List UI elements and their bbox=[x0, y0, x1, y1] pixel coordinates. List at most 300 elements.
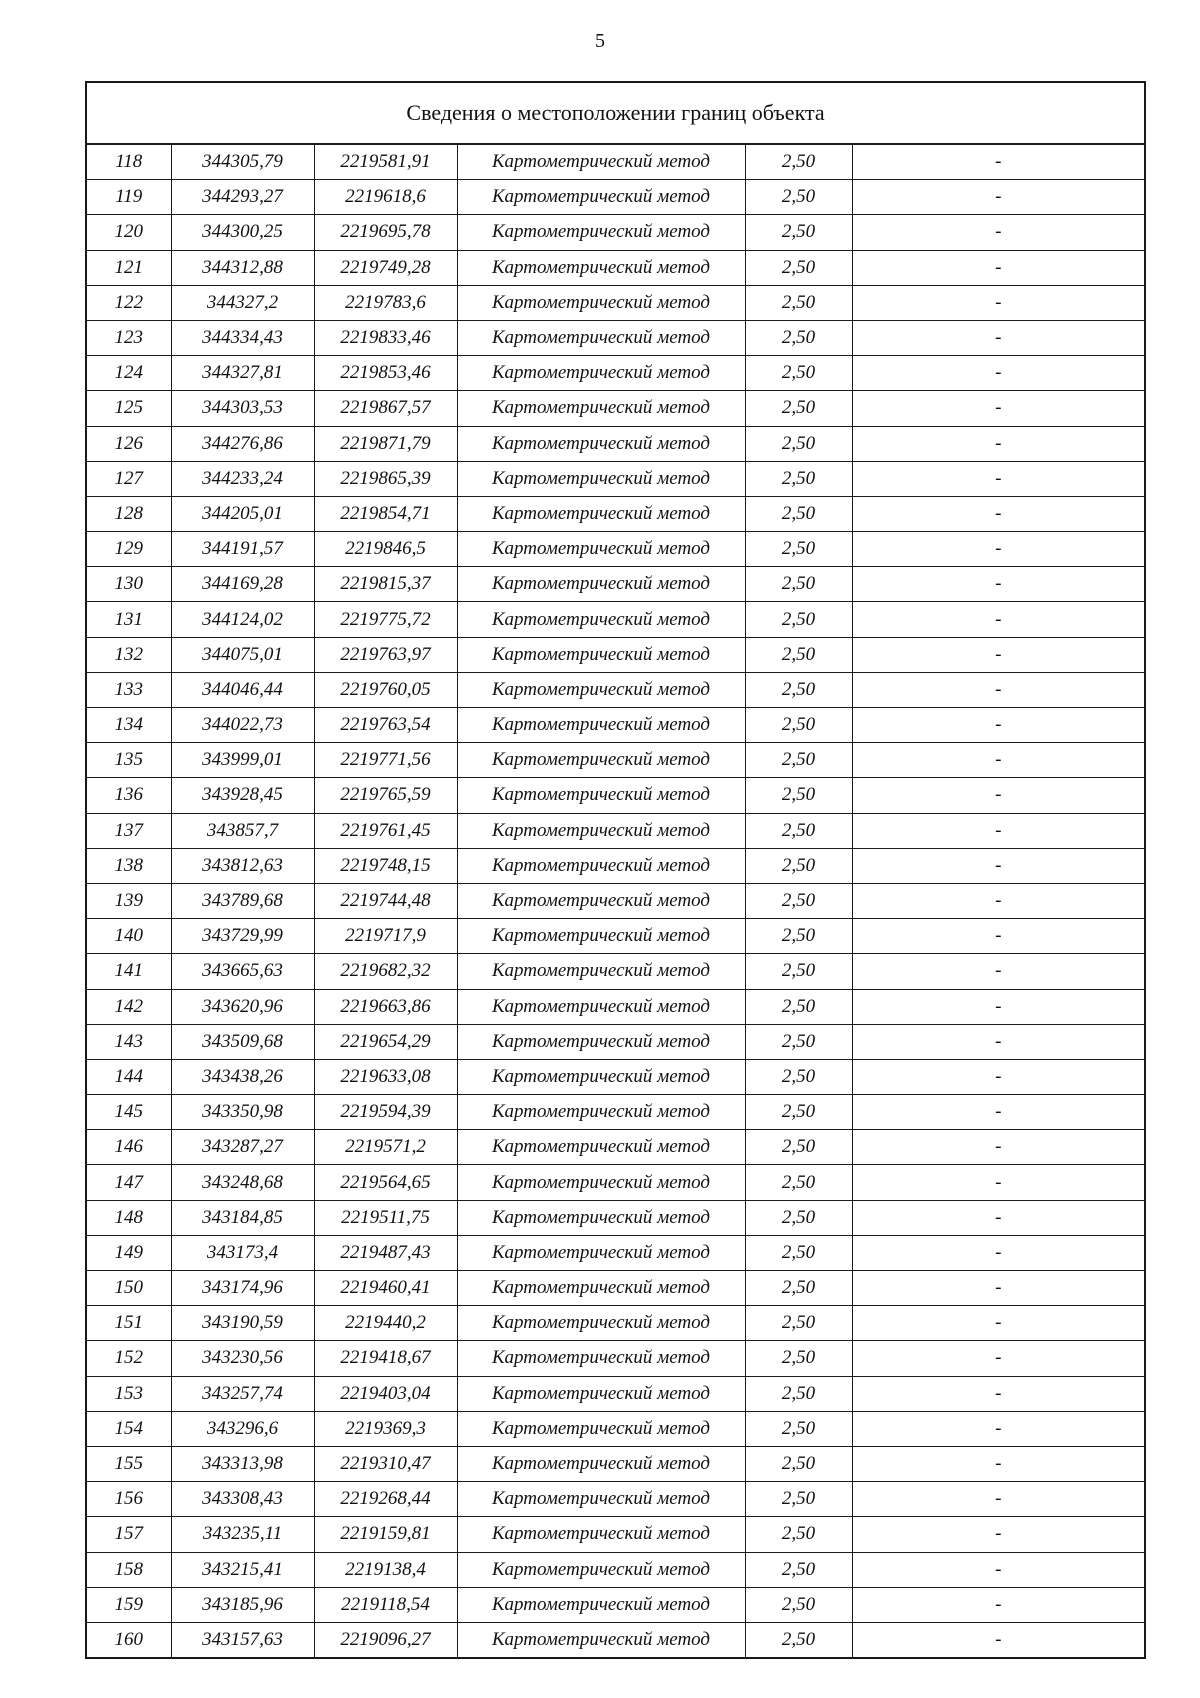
point-number-cell: 134 bbox=[86, 708, 171, 743]
y-coordinate-cell: 2219594,39 bbox=[314, 1095, 457, 1130]
description-cell: - bbox=[852, 637, 1145, 672]
y-coordinate-cell: 2219865,39 bbox=[314, 461, 457, 496]
x-coordinate-cell: 343438,26 bbox=[171, 1059, 314, 1094]
method-cell: Картометрический метод bbox=[457, 602, 745, 637]
accuracy-cell: 2,50 bbox=[745, 743, 852, 778]
description-cell: - bbox=[852, 461, 1145, 496]
table-row bbox=[86, 954, 1145, 989]
accuracy-cell: 2,50 bbox=[745, 1095, 852, 1130]
y-coordinate-cell: 2219775,72 bbox=[314, 602, 457, 637]
point-number-cell: 154 bbox=[86, 1411, 171, 1446]
point-number-cell: 150 bbox=[86, 1271, 171, 1306]
method-cell: Картометрический метод bbox=[457, 1165, 745, 1200]
accuracy-cell: 2,50 bbox=[745, 1271, 852, 1306]
description-cell: - bbox=[852, 813, 1145, 848]
point-number-cell: 160 bbox=[86, 1622, 171, 1658]
x-coordinate-cell: 343174,96 bbox=[171, 1271, 314, 1306]
accuracy-cell: 2,50 bbox=[745, 426, 852, 461]
point-number-cell: 125 bbox=[86, 391, 171, 426]
y-coordinate-cell: 2219771,56 bbox=[314, 743, 457, 778]
description-cell: - bbox=[852, 1059, 1145, 1094]
point-number-cell: 149 bbox=[86, 1235, 171, 1270]
table-row bbox=[86, 320, 1145, 355]
accuracy-cell: 2,50 bbox=[745, 144, 852, 180]
table-row bbox=[86, 848, 1145, 883]
table-row bbox=[86, 883, 1145, 918]
accuracy-cell: 2,50 bbox=[745, 1411, 852, 1446]
table-row bbox=[86, 391, 1145, 426]
table-row bbox=[86, 1622, 1145, 1658]
point-number-cell: 121 bbox=[86, 250, 171, 285]
accuracy-cell: 2,50 bbox=[745, 1622, 852, 1658]
point-number-cell: 153 bbox=[86, 1376, 171, 1411]
y-coordinate-cell: 2219833,46 bbox=[314, 320, 457, 355]
point-number-cell: 127 bbox=[86, 461, 171, 496]
x-coordinate-cell: 343665,63 bbox=[171, 954, 314, 989]
table-row bbox=[86, 144, 1145, 180]
x-coordinate-cell: 343729,99 bbox=[171, 919, 314, 954]
description-cell: - bbox=[852, 1271, 1145, 1306]
accuracy-cell: 2,50 bbox=[745, 1482, 852, 1517]
description-cell: - bbox=[852, 1587, 1145, 1622]
accuracy-cell: 2,50 bbox=[745, 356, 852, 391]
x-coordinate-cell: 344276,86 bbox=[171, 426, 314, 461]
table-row bbox=[86, 1024, 1145, 1059]
point-number-cell: 120 bbox=[86, 215, 171, 250]
point-number-cell: 139 bbox=[86, 883, 171, 918]
table-body bbox=[86, 144, 1145, 1658]
table-row bbox=[86, 1059, 1145, 1094]
description-cell: - bbox=[852, 1376, 1145, 1411]
method-cell: Картометрический метод bbox=[457, 1271, 745, 1306]
accuracy-cell: 2,50 bbox=[745, 1059, 852, 1094]
table-row bbox=[86, 1446, 1145, 1481]
accuracy-cell: 2,50 bbox=[745, 391, 852, 426]
x-coordinate-cell: 343173,4 bbox=[171, 1235, 314, 1270]
method-cell: Картометрический метод bbox=[457, 285, 745, 320]
method-cell: Картометрический метод bbox=[457, 1235, 745, 1270]
point-number-cell: 157 bbox=[86, 1517, 171, 1552]
y-coordinate-cell: 2219138,4 bbox=[314, 1552, 457, 1587]
accuracy-cell: 2,50 bbox=[745, 461, 852, 496]
x-coordinate-cell: 343857,7 bbox=[171, 813, 314, 848]
method-cell: Картометрический метод bbox=[457, 532, 745, 567]
accuracy-cell: 2,50 bbox=[745, 320, 852, 355]
description-cell: - bbox=[852, 883, 1145, 918]
y-coordinate-cell: 2219654,29 bbox=[314, 1024, 457, 1059]
y-coordinate-cell: 2219815,37 bbox=[314, 567, 457, 602]
table-row bbox=[86, 285, 1145, 320]
y-coordinate-cell: 2219871,79 bbox=[314, 426, 457, 461]
table-row bbox=[86, 672, 1145, 707]
method-cell: Картометрический метод bbox=[457, 356, 745, 391]
method-cell: Картометрический метод bbox=[457, 1341, 745, 1376]
y-coordinate-cell: 2219571,2 bbox=[314, 1130, 457, 1165]
point-number-cell: 142 bbox=[86, 989, 171, 1024]
x-coordinate-cell: 344327,81 bbox=[171, 356, 314, 391]
point-number-cell: 124 bbox=[86, 356, 171, 391]
table-row bbox=[86, 1552, 1145, 1587]
table-row bbox=[86, 180, 1145, 215]
method-cell: Картометрический метод bbox=[457, 1482, 745, 1517]
description-cell: - bbox=[852, 320, 1145, 355]
description-cell: - bbox=[852, 144, 1145, 180]
method-cell: Картометрический метод bbox=[457, 1024, 745, 1059]
accuracy-cell: 2,50 bbox=[745, 813, 852, 848]
method-cell: Картометрический метод bbox=[457, 1095, 745, 1130]
description-cell: - bbox=[852, 1095, 1145, 1130]
y-coordinate-cell: 2219581,91 bbox=[314, 144, 457, 180]
table-row bbox=[86, 1200, 1145, 1235]
description-cell: - bbox=[852, 391, 1145, 426]
y-coordinate-cell: 2219487,43 bbox=[314, 1235, 457, 1270]
table-row bbox=[86, 1341, 1145, 1376]
table-row bbox=[86, 1376, 1145, 1411]
point-number-cell: 151 bbox=[86, 1306, 171, 1341]
y-coordinate-cell: 2219618,6 bbox=[314, 180, 457, 215]
x-coordinate-cell: 344303,53 bbox=[171, 391, 314, 426]
description-cell: - bbox=[852, 285, 1145, 320]
description-cell: - bbox=[852, 1411, 1145, 1446]
point-number-cell: 158 bbox=[86, 1552, 171, 1587]
x-coordinate-cell: 344293,27 bbox=[171, 180, 314, 215]
x-coordinate-cell: 344022,73 bbox=[171, 708, 314, 743]
table-row bbox=[86, 532, 1145, 567]
point-number-cell: 122 bbox=[86, 285, 171, 320]
table-row bbox=[86, 567, 1145, 602]
description-cell: - bbox=[852, 496, 1145, 531]
accuracy-cell: 2,50 bbox=[745, 954, 852, 989]
y-coordinate-cell: 2219633,08 bbox=[314, 1059, 457, 1094]
x-coordinate-cell: 343215,41 bbox=[171, 1552, 314, 1587]
page-number: 5 bbox=[595, 30, 605, 52]
description-cell: - bbox=[852, 1482, 1145, 1517]
x-coordinate-cell: 344191,57 bbox=[171, 532, 314, 567]
x-coordinate-cell: 343928,45 bbox=[171, 778, 314, 813]
y-coordinate-cell: 2219159,81 bbox=[314, 1517, 457, 1552]
method-cell: Картометрический метод bbox=[457, 1446, 745, 1481]
accuracy-cell: 2,50 bbox=[745, 672, 852, 707]
accuracy-cell: 2,50 bbox=[745, 708, 852, 743]
method-cell: Картометрический метод bbox=[457, 778, 745, 813]
table-row bbox=[86, 778, 1145, 813]
method-cell: Картометрический метод bbox=[457, 391, 745, 426]
accuracy-cell: 2,50 bbox=[745, 883, 852, 918]
point-number-cell: 152 bbox=[86, 1341, 171, 1376]
y-coordinate-cell: 2219763,97 bbox=[314, 637, 457, 672]
method-cell: Картометрический метод bbox=[457, 144, 745, 180]
description-cell: - bbox=[852, 1446, 1145, 1481]
method-cell: Картометрический метод bbox=[457, 567, 745, 602]
table-row bbox=[86, 1517, 1145, 1552]
point-number-cell: 136 bbox=[86, 778, 171, 813]
x-coordinate-cell: 343789,68 bbox=[171, 883, 314, 918]
method-cell: Картометрический метод bbox=[457, 883, 745, 918]
accuracy-cell: 2,50 bbox=[745, 1587, 852, 1622]
table-row bbox=[86, 708, 1145, 743]
table-row bbox=[86, 1482, 1145, 1517]
point-number-cell: 126 bbox=[86, 426, 171, 461]
accuracy-cell: 2,50 bbox=[745, 1341, 852, 1376]
accuracy-cell: 2,50 bbox=[745, 989, 852, 1024]
point-number-cell: 148 bbox=[86, 1200, 171, 1235]
description-cell: - bbox=[852, 426, 1145, 461]
table-row bbox=[86, 426, 1145, 461]
method-cell: Картометрический метод bbox=[457, 426, 745, 461]
point-number-cell: 146 bbox=[86, 1130, 171, 1165]
x-coordinate-cell: 344124,02 bbox=[171, 602, 314, 637]
table-row bbox=[86, 602, 1145, 637]
y-coordinate-cell: 2219748,15 bbox=[314, 848, 457, 883]
table-row bbox=[86, 1306, 1145, 1341]
y-coordinate-cell: 2219403,04 bbox=[314, 1376, 457, 1411]
method-cell: Картометрический метод bbox=[457, 1059, 745, 1094]
accuracy-cell: 2,50 bbox=[745, 1130, 852, 1165]
y-coordinate-cell: 2219682,32 bbox=[314, 954, 457, 989]
y-coordinate-cell: 2219511,75 bbox=[314, 1200, 457, 1235]
accuracy-cell: 2,50 bbox=[745, 848, 852, 883]
table-row bbox=[86, 813, 1145, 848]
y-coordinate-cell: 2219760,05 bbox=[314, 672, 457, 707]
boundary-coordinates-table bbox=[85, 81, 1146, 1659]
method-cell: Картометрический метод bbox=[457, 1306, 745, 1341]
x-coordinate-cell: 344233,24 bbox=[171, 461, 314, 496]
point-number-cell: 137 bbox=[86, 813, 171, 848]
method-cell: Картометрический метод bbox=[457, 672, 745, 707]
x-coordinate-cell: 343157,63 bbox=[171, 1622, 314, 1658]
method-cell: Картометрический метод bbox=[457, 708, 745, 743]
accuracy-cell: 2,50 bbox=[745, 919, 852, 954]
method-cell: Картометрический метод bbox=[457, 1200, 745, 1235]
y-coordinate-cell: 2219268,44 bbox=[314, 1482, 457, 1517]
description-cell: - bbox=[852, 989, 1145, 1024]
point-number-cell: 155 bbox=[86, 1446, 171, 1481]
point-number-cell: 118 bbox=[86, 144, 171, 180]
table-row bbox=[86, 637, 1145, 672]
description-cell: - bbox=[852, 215, 1145, 250]
table-row bbox=[86, 1587, 1145, 1622]
accuracy-cell: 2,50 bbox=[745, 250, 852, 285]
description-cell: - bbox=[852, 1341, 1145, 1376]
table-row bbox=[86, 1271, 1145, 1306]
table-row bbox=[86, 1165, 1145, 1200]
description-cell: - bbox=[852, 1024, 1145, 1059]
x-coordinate-cell: 343296,6 bbox=[171, 1411, 314, 1446]
x-coordinate-cell: 344046,44 bbox=[171, 672, 314, 707]
y-coordinate-cell: 2219765,59 bbox=[314, 778, 457, 813]
accuracy-cell: 2,50 bbox=[745, 180, 852, 215]
accuracy-cell: 2,50 bbox=[745, 285, 852, 320]
method-cell: Картометрический метод bbox=[457, 320, 745, 355]
point-number-cell: 143 bbox=[86, 1024, 171, 1059]
y-coordinate-cell: 2219744,48 bbox=[314, 883, 457, 918]
point-number-cell: 159 bbox=[86, 1587, 171, 1622]
x-coordinate-cell: 343185,96 bbox=[171, 1587, 314, 1622]
description-cell: - bbox=[852, 1517, 1145, 1552]
y-coordinate-cell: 2219783,6 bbox=[314, 285, 457, 320]
method-cell: Картометрический метод bbox=[457, 1517, 745, 1552]
x-coordinate-cell: 344334,43 bbox=[171, 320, 314, 355]
description-cell: - bbox=[852, 180, 1145, 215]
method-cell: Картометрический метод bbox=[457, 1411, 745, 1446]
description-cell: - bbox=[852, 708, 1145, 743]
method-cell: Картометрический метод bbox=[457, 215, 745, 250]
point-number-cell: 141 bbox=[86, 954, 171, 989]
y-coordinate-cell: 2219369,3 bbox=[314, 1411, 457, 1446]
method-cell: Картометрический метод bbox=[457, 1587, 745, 1622]
method-cell: Картометрический метод bbox=[457, 461, 745, 496]
description-cell: - bbox=[852, 1200, 1145, 1235]
accuracy-cell: 2,50 bbox=[745, 1235, 852, 1270]
method-cell: Картометрический метод bbox=[457, 989, 745, 1024]
accuracy-cell: 2,50 bbox=[745, 637, 852, 672]
description-cell: - bbox=[852, 567, 1145, 602]
table-row bbox=[86, 919, 1145, 954]
table-row bbox=[86, 1235, 1145, 1270]
x-coordinate-cell: 343230,56 bbox=[171, 1341, 314, 1376]
x-coordinate-cell: 344327,2 bbox=[171, 285, 314, 320]
y-coordinate-cell: 2219761,45 bbox=[314, 813, 457, 848]
point-number-cell: 132 bbox=[86, 637, 171, 672]
description-cell: - bbox=[852, 1130, 1145, 1165]
table-title: Сведения о местоположении границ объекта bbox=[86, 82, 1145, 144]
y-coordinate-cell: 2219749,28 bbox=[314, 250, 457, 285]
description-cell: - bbox=[852, 848, 1145, 883]
table-row bbox=[86, 1130, 1145, 1165]
description-cell: - bbox=[852, 532, 1145, 567]
point-number-cell: 135 bbox=[86, 743, 171, 778]
accuracy-cell: 2,50 bbox=[745, 215, 852, 250]
x-coordinate-cell: 343257,74 bbox=[171, 1376, 314, 1411]
description-cell: - bbox=[852, 1622, 1145, 1658]
table-row bbox=[86, 743, 1145, 778]
method-cell: Картометрический метод bbox=[457, 848, 745, 883]
y-coordinate-cell: 2219854,71 bbox=[314, 496, 457, 531]
x-coordinate-cell: 343184,85 bbox=[171, 1200, 314, 1235]
table-row bbox=[86, 989, 1145, 1024]
point-number-cell: 123 bbox=[86, 320, 171, 355]
table-row bbox=[86, 496, 1145, 531]
x-coordinate-cell: 343287,27 bbox=[171, 1130, 314, 1165]
point-number-cell: 130 bbox=[86, 567, 171, 602]
y-coordinate-cell: 2219867,57 bbox=[314, 391, 457, 426]
table-row bbox=[86, 1411, 1145, 1446]
method-cell: Картометрический метод bbox=[457, 919, 745, 954]
x-coordinate-cell: 344300,25 bbox=[171, 215, 314, 250]
point-number-cell: 140 bbox=[86, 919, 171, 954]
description-cell: - bbox=[852, 743, 1145, 778]
table-row bbox=[86, 356, 1145, 391]
point-number-cell: 128 bbox=[86, 496, 171, 531]
x-coordinate-cell: 343812,63 bbox=[171, 848, 314, 883]
x-coordinate-cell: 344312,88 bbox=[171, 250, 314, 285]
method-cell: Картометрический метод bbox=[457, 1622, 745, 1658]
y-coordinate-cell: 2219763,54 bbox=[314, 708, 457, 743]
method-cell: Картометрический метод bbox=[457, 1552, 745, 1587]
accuracy-cell: 2,50 bbox=[745, 778, 852, 813]
method-cell: Картометрический метод bbox=[457, 250, 745, 285]
description-cell: - bbox=[852, 672, 1145, 707]
accuracy-cell: 2,50 bbox=[745, 1376, 852, 1411]
method-cell: Картометрический метод bbox=[457, 813, 745, 848]
y-coordinate-cell: 2219118,54 bbox=[314, 1587, 457, 1622]
y-coordinate-cell: 2219440,2 bbox=[314, 1306, 457, 1341]
accuracy-cell: 2,50 bbox=[745, 1306, 852, 1341]
accuracy-cell: 2,50 bbox=[745, 1517, 852, 1552]
x-coordinate-cell: 343235,11 bbox=[171, 1517, 314, 1552]
x-coordinate-cell: 343509,68 bbox=[171, 1024, 314, 1059]
y-coordinate-cell: 2219717,9 bbox=[314, 919, 457, 954]
description-cell: - bbox=[852, 1165, 1145, 1200]
y-coordinate-cell: 2219564,65 bbox=[314, 1165, 457, 1200]
method-cell: Картометрический метод bbox=[457, 496, 745, 531]
description-cell: - bbox=[852, 602, 1145, 637]
point-number-cell: 138 bbox=[86, 848, 171, 883]
accuracy-cell: 2,50 bbox=[745, 567, 852, 602]
y-coordinate-cell: 2219418,67 bbox=[314, 1341, 457, 1376]
point-number-cell: 145 bbox=[86, 1095, 171, 1130]
y-coordinate-cell: 2219853,46 bbox=[314, 356, 457, 391]
point-number-cell: 144 bbox=[86, 1059, 171, 1094]
y-coordinate-cell: 2219096,27 bbox=[314, 1622, 457, 1658]
description-cell: - bbox=[852, 1552, 1145, 1587]
y-coordinate-cell: 2219695,78 bbox=[314, 215, 457, 250]
accuracy-cell: 2,50 bbox=[745, 1024, 852, 1059]
description-cell: - bbox=[852, 1235, 1145, 1270]
y-coordinate-cell: 2219663,86 bbox=[314, 989, 457, 1024]
point-number-cell: 133 bbox=[86, 672, 171, 707]
table-row bbox=[86, 1095, 1145, 1130]
x-coordinate-cell: 343350,98 bbox=[171, 1095, 314, 1130]
point-number-cell: 147 bbox=[86, 1165, 171, 1200]
x-coordinate-cell: 344169,28 bbox=[171, 567, 314, 602]
x-coordinate-cell: 343620,96 bbox=[171, 989, 314, 1024]
table-title-row bbox=[86, 82, 1145, 144]
y-coordinate-cell: 2219460,41 bbox=[314, 1271, 457, 1306]
table-row bbox=[86, 250, 1145, 285]
method-cell: Картометрический метод bbox=[457, 954, 745, 989]
description-cell: - bbox=[852, 954, 1145, 989]
y-coordinate-cell: 2219310,47 bbox=[314, 1446, 457, 1481]
x-coordinate-cell: 343313,98 bbox=[171, 1446, 314, 1481]
x-coordinate-cell: 344075,01 bbox=[171, 637, 314, 672]
point-number-cell: 131 bbox=[86, 602, 171, 637]
y-coordinate-cell: 2219846,5 bbox=[314, 532, 457, 567]
description-cell: - bbox=[852, 919, 1145, 954]
accuracy-cell: 2,50 bbox=[745, 1552, 852, 1587]
description-cell: - bbox=[852, 778, 1145, 813]
accuracy-cell: 2,50 bbox=[745, 602, 852, 637]
description-cell: - bbox=[852, 356, 1145, 391]
x-coordinate-cell: 343190,59 bbox=[171, 1306, 314, 1341]
point-number-cell: 119 bbox=[86, 180, 171, 215]
x-coordinate-cell: 343999,01 bbox=[171, 743, 314, 778]
accuracy-cell: 2,50 bbox=[745, 1446, 852, 1481]
x-coordinate-cell: 344205,01 bbox=[171, 496, 314, 531]
table-row bbox=[86, 215, 1145, 250]
method-cell: Картометрический метод bbox=[457, 637, 745, 672]
method-cell: Картометрический метод bbox=[457, 743, 745, 778]
description-cell: - bbox=[852, 1306, 1145, 1341]
method-cell: Картометрический метод bbox=[457, 180, 745, 215]
table-row bbox=[86, 461, 1145, 496]
accuracy-cell: 2,50 bbox=[745, 1200, 852, 1235]
x-coordinate-cell: 343308,43 bbox=[171, 1482, 314, 1517]
description-cell: - bbox=[852, 250, 1145, 285]
point-number-cell: 129 bbox=[86, 532, 171, 567]
method-cell: Картометрический метод bbox=[457, 1376, 745, 1411]
x-coordinate-cell: 344305,79 bbox=[171, 144, 314, 180]
